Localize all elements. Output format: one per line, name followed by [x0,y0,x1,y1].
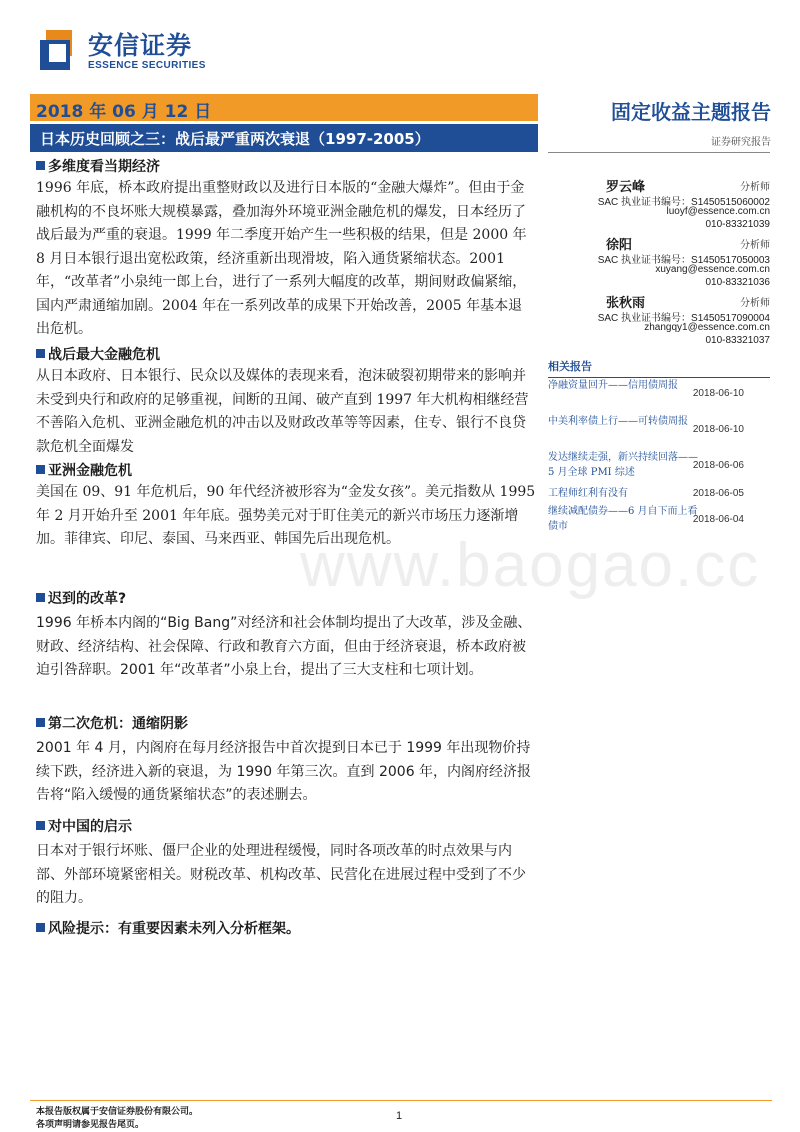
related-report-title[interactable]: 中美利率债上行——可转债周报 [548,416,688,427]
related-report-title[interactable]: 继续减配债券——6 月自下而上看债市 [548,506,698,532]
analyst-name: 罗云峰 [606,180,646,195]
section-risk-warning [36,918,300,938]
related-report-link[interactable] [548,486,770,501]
section-heading: 战后最大金融危机 [48,347,160,363]
analyst-sac: SAC 执业证书编号：S1450517090004 [597,313,770,324]
related-report-title[interactable]: 净融资量回升——信用债周报 [548,380,678,391]
bullet-square-icon [36,593,45,602]
related-report-date: 2018-06-06 [692,460,744,471]
section-heading: 风险提示：有重要因素未列入分析框架。 [48,921,300,937]
section-financial-crisis [36,344,536,459]
section-body: 从日本政府、日本银行、民众以及媒体的表现来看，泡沫破裂初期带来的影响并未受到央行和政府的足够重视，间断的丑闻、破产直到 1997 年大机构相继经营不善陷入危机、亚洲金融危机的冲击以及财政改革等等因素，住专、银行不良贷款危机全面爆发 [36,368,529,455]
analyst-role: 分析师 [740,182,770,193]
analyst-role: 分析师 [740,298,770,309]
copyright-line: 本报告版权属于安信证券股份有限公司。 [36,1107,199,1117]
brand-logo [40,30,206,72]
analyst-card [560,292,770,362]
brand-name-en: ESSENCE SECURITIES [88,59,206,71]
related-report-date: 2018-06-10 [692,388,744,399]
footer-disclaimer [36,1106,198,1132]
bullet-square-icon [36,161,45,170]
analyst-email[interactable]: zhangqy1@essence.com.cn [644,322,770,333]
analyst-sac: SAC 执业证书编号：S1450517050003 [597,255,770,266]
section-heading: 亚洲金融危机 [48,463,132,479]
related-reports-heading: 相关报告 [548,358,770,378]
related-report-link[interactable] [548,378,770,399]
related-report-title[interactable]: 工程师红利有没有 [548,488,628,499]
analyst-name: 张秋雨 [606,296,646,311]
bullet-square-icon [36,349,45,358]
related-report-link[interactable] [548,414,770,435]
related-report-date: 2018-06-05 [692,488,744,499]
section-body: 日本对于银行坏账、僵尸企业的处理进程缓慢，同时各项改革的时点效果与内部、外部环境紧密相关。财税改革、机构改革、民营化在进展过程中受到了不少的阻力。 [36,843,526,906]
report-subtype: 证券研究报告 [711,137,771,148]
related-report-date: 2018-06-10 [692,424,744,435]
section-second-crisis [36,713,536,808]
section-body: 1996 年桥本内阁的“Big Bang”对经济和社会体制均提出了大改革，涉及金融、财政、经济结构、社会保障、行政和教育六方面，但由于经济衰退，桥本政府被迫引咎辞职。2001 年“改革者”小泉上台，提出了三大支柱和七项计划。 [36,615,532,678]
disclaimer-line: 各项声明请参见报告尾页。 [36,1120,145,1130]
page-number: 1 [396,1110,403,1122]
analyst-phone: 010-83321036 [705,277,770,288]
brand-name-cn: 安信证券 [88,30,193,60]
bullet-square-icon [36,923,45,932]
section-heading: 对中国的启示 [48,819,132,835]
report-type: 固定收益主题报告 [611,100,771,124]
logo-mark-icon [40,30,80,72]
related-report-title[interactable]: 发达继续走强，新兴持续回落——5 月全球 PMI 综述 [548,452,698,478]
section-body: 美国在 09、91 年危机后，90 年代经济被形容为“金发女孩”。美元指数从 1995 年 2 月开始升至 2001 年年底。强势美元对于盯住美元的新兴市场压力逐渐增加。菲律宾、印尼、泰国、马来西亚、韩国先后出现危机。 [36,484,536,547]
analyst-phone: 010-83321039 [705,219,770,230]
report-date: 2018 年 06 月 12 日 [36,102,212,122]
section-heading: 第二次危机：通缩阴影 [48,716,188,732]
divider [548,152,770,153]
analyst-phone: 010-83321037 [705,335,770,346]
section-late-reform [36,588,536,683]
analyst-role: 分析师 [740,240,770,251]
bullet-square-icon [36,465,45,474]
analyst-email[interactable]: xuyang@essence.com.cn [655,264,770,275]
watermark: www.baogao.cc [300,531,761,600]
section-body: 2001 年 4 月，内阁府在每月经济报告中首次提到日本已于 1999 年出现物价持续下跌，经济进入新的衰退，为 1990 年第三次。直到 2006 年，内阁府经济报告将“陷入缓慢的通货紧缩状态”的表述删去。 [36,740,532,803]
section-heading: 迟到的改革? [48,591,127,607]
bullet-square-icon [36,821,45,830]
report-title: 日本历史回顾之三：战后最严重两次衰退（1997-2005） [40,130,430,148]
section-china-lessons [36,816,536,911]
related-report-link[interactable] [548,450,770,480]
analyst-name: 徐阳 [606,238,633,253]
section-body: 1996 年底，桥本政府提出重整财政以及进行日本版的“金融大爆炸”。但由于金融机构的不良坏账大规模暴露，叠加海外环境亚洲金融危机的爆发，日本经历了战后最为严重的衰退。1999 年二季度开始产生一些积极的结果，但是 2000 年 8 月日本银行退出宽松政策，经济重新出现滑坡，陷入通货紧缩状态。2001 年，“改革者”小泉纯一郎上台，进行了一系列大幅度的改革，期间财政偏紧缩，国内严肃通缩加剧。2004 年在一系列改革的成果下开始改善，2005 年基本退出危机。 [36,180,527,337]
bullet-square-icon [36,718,45,727]
analyst-email[interactable]: luoyf@essence.com.cn [666,206,770,217]
footer-divider [30,1100,772,1101]
related-report-date: 2018-06-04 [692,514,744,525]
section-heading: 多维度看当期经济 [48,159,160,175]
section-overview [36,156,536,342]
analyst-sac: SAC 执业证书编号：S1450515060002 [597,197,770,208]
